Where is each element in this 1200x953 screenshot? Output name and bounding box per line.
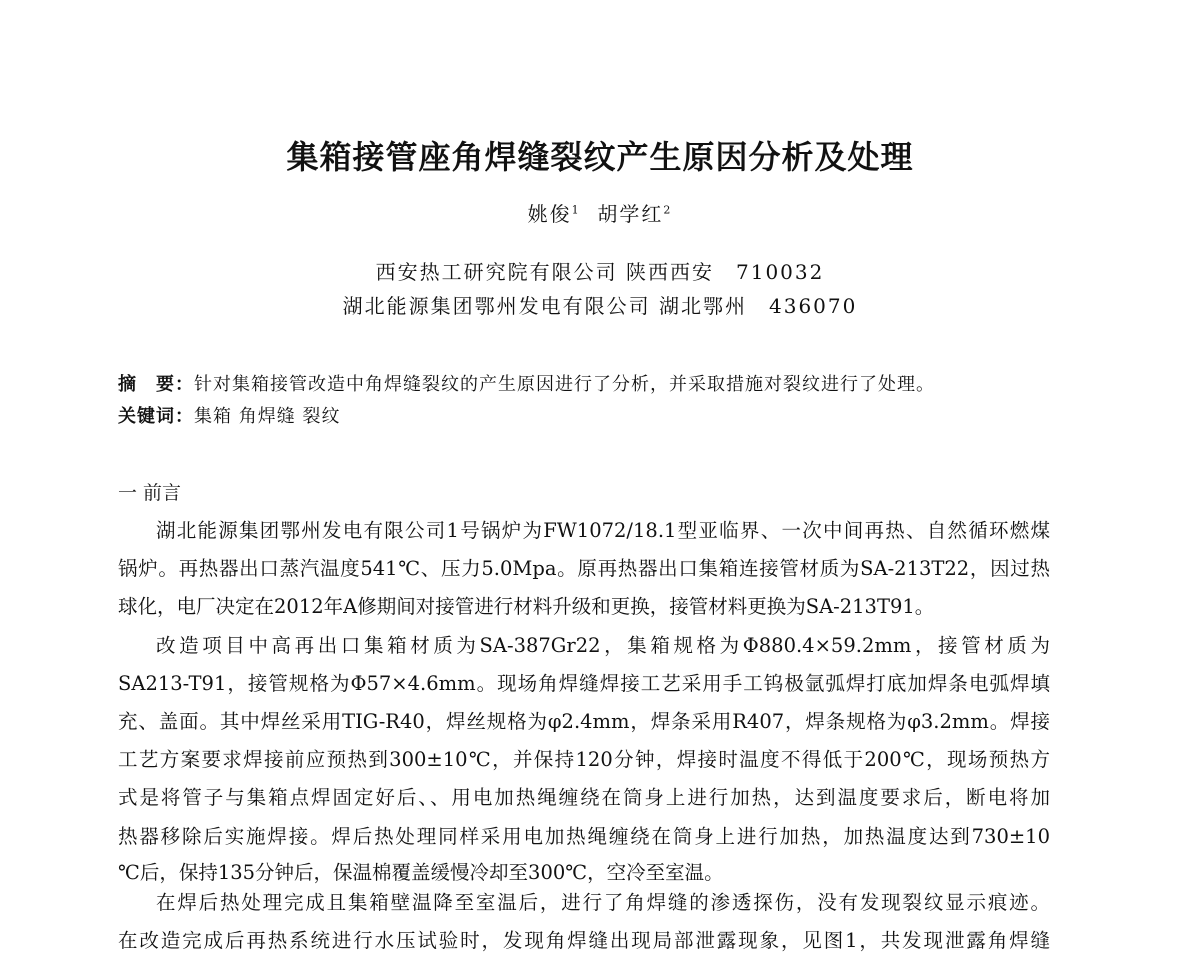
body-line: 在焊后热处理完成且集箱壁温降至室温后，进行了角焊缝的渗透探伤，没有发现裂纹显示痕迹。 bbox=[156, 891, 1050, 914]
paper-title: 集箱接管座角焊缝裂纹产生原因分析及处理 bbox=[286, 138, 914, 176]
body-line: 湖北能源集团鄂州发电有限公司1号锅炉为FW1072/18.1型亚临界、一次中间再热、自然循环燃煤 bbox=[156, 519, 1050, 542]
author-affil-mark: 1 bbox=[571, 203, 581, 217]
author-affil-mark: 2 bbox=[663, 203, 673, 217]
body-line: 球化，电厂决定在2012年A修期间对接管进行材料升级和更换，接管材料更换为SA-213T91。 bbox=[118, 595, 935, 618]
body-line: 工艺方案要求焊接前应预热到300±10℃，并保持120分钟，焊接时温度不得低于200℃，现场预热方 bbox=[118, 748, 1050, 771]
body-line: ℃后，保持135分钟后，保温棉覆盖缓慢冷却至300℃，空冷至室温。 bbox=[118, 861, 724, 884]
affiliation: 湖北能源集团鄂州发电有限公司 湖北鄂州 436070 bbox=[342, 294, 858, 318]
body-line: 锅炉。再热器出口蒸汽温度541℃、压力5.0Mpa。原再热器出口集箱连接管材质为SA-213T22，因过热 bbox=[118, 557, 1050, 580]
abstract-text: 针对集箱接管改造中角焊缝裂纹的产生原因进行了分析，并采取措施对裂纹进行了处理。 bbox=[194, 374, 935, 395]
body-line: 在改造完成后再热系统进行水压试验时，发现角焊缝出现局部泄露现象，见图1，共发现泄露角焊缝 bbox=[118, 929, 1050, 952]
keywords-label: 关键词： bbox=[118, 406, 194, 427]
author-name: 胡学红 bbox=[597, 202, 664, 226]
keywords bbox=[118, 402, 340, 428]
body-line: 式是将管子与集箱点焊固定好后、、用电加热绳缠绕在筒身上进行加热，达到温度要求后，断电将加 bbox=[118, 786, 1050, 809]
body-line: 改造项目中高再出口集箱材质为SA-387Gr22，集箱规格为Φ880.4×59.2mm，接管材质为 bbox=[156, 634, 1050, 657]
abstract bbox=[118, 370, 935, 396]
section-heading: 一 前言 bbox=[118, 482, 182, 504]
body-line: SA213-T91，接管规格为Φ57×4.6mm。现场角焊缝焊接工艺采用手工钨极氩弧焊打底加焊条电弧焊填 bbox=[118, 672, 1050, 695]
keywords-text: 集箱 角焊缝 裂纹 bbox=[194, 406, 341, 427]
authors bbox=[0, 198, 1200, 227]
author-name: 姚俊 bbox=[527, 202, 572, 226]
body-line: 充、盖面。其中焊丝采用TIG-R40，焊丝规格为φ2.4mm，焊条采用R407，焊条规格为φ3.2mm。焊接 bbox=[118, 710, 1050, 733]
body-line: 热器移除后实施焊接。焊后热处理同样采用电加热绳缠绕在筒身上进行加热，加热温度达到730±10 bbox=[118, 825, 1050, 848]
affiliation: 西安热工研究院有限公司 陕西西安 710032 bbox=[375, 260, 825, 284]
abstract-label: 摘 要： bbox=[118, 374, 194, 395]
